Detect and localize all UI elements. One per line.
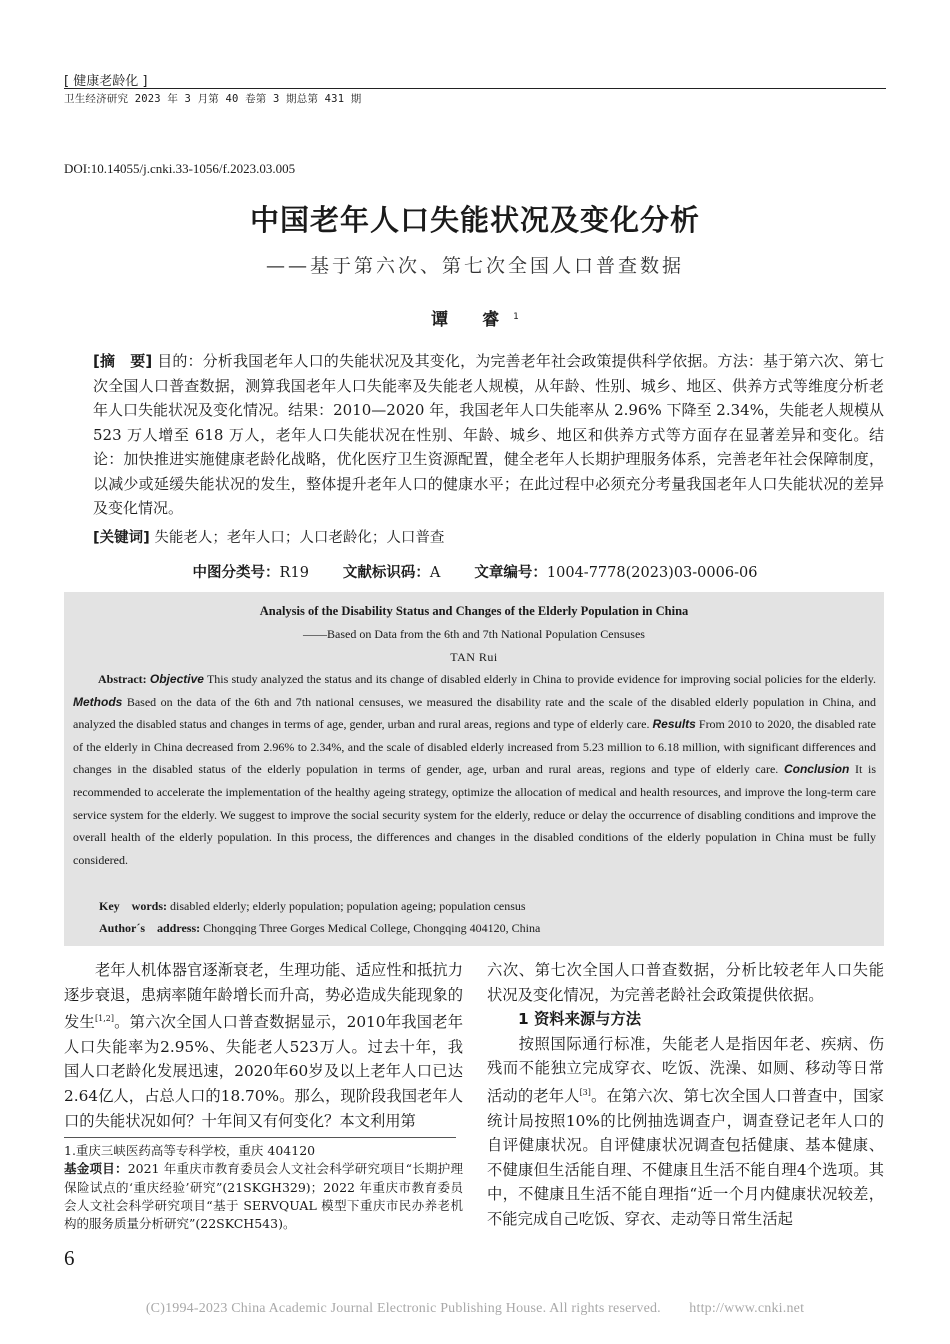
english-keywords xyxy=(99,897,526,914)
english-address-label: Author´s address: xyxy=(99,921,201,935)
english-subtitle: ——Based on Data from the 6th and 7th National Population Censuses xyxy=(303,627,645,641)
body-column-left xyxy=(64,958,463,1133)
citation[interactable]: [1,2] xyxy=(95,1014,114,1024)
abstract-cn-label: [摘 要] xyxy=(93,352,153,370)
footnote-affiliation: 1.重庆三峡医药高等专科学校，重庆 404120 xyxy=(64,1143,316,1158)
page-number: 6 xyxy=(64,1246,75,1270)
footnote-fund: 基金项目：2021 年重庆市教育委员会人文社会科学研究项目“长期护理保险试点的‘重庆经验’研究”(21SKGH329)；2022 年重庆市教育委员会人文社会科学研究项目“基于 SERVQUAL 模型下重庆市民办养老机构的服务质量分析研究”(22SKCH543)。 xyxy=(64,1161,463,1232)
classification-line xyxy=(0,561,950,582)
journal-info: 卫生经济研究 2023 年 3 月第 40 卷第 3 期总第 431 期 xyxy=(64,93,362,105)
methods-text: Based on the data of the 6th and 7th national censuses, we measured the disability rate and the scale of the disabled elderly population in China, and analyzed the disabled status and changes in terms of age, gender, urban and rural areas, regions and type of elderly care. xyxy=(73,694,876,732)
english-keywords-text: disabled elderly; elderly population; population ageing; population census xyxy=(170,899,526,913)
methods-label: Methods xyxy=(73,694,123,709)
english-keywords-label: Key words: xyxy=(99,899,167,913)
keywords-cn-text: 失能老人；老年人口；人口老龄化；人口普查 xyxy=(154,530,445,546)
fund-label: 基金项目： xyxy=(64,1161,128,1177)
paper-title: 中国老年人口失能状况及变化分析 xyxy=(249,203,700,237)
abstract-label: Abstract: xyxy=(98,672,147,686)
conclusion-label: Conclusion xyxy=(783,762,850,777)
english-address xyxy=(99,919,540,936)
body-paragraph: 六次、第七次全国人口普查数据，分析比较老年人口失能状况及变化情况，为完善老龄社会政策提供依据。 xyxy=(487,961,884,1004)
citation[interactable]: [3] xyxy=(579,1087,591,1097)
author-name: 谭 睿 xyxy=(431,310,514,330)
body-paragraph: 老年人机体器官逐渐衰老，生理功能、适应性和抵抗力逐步衰退，患病率随年龄增长而升高，势必造成失能现象的发生 xyxy=(64,961,463,1032)
body-column-right xyxy=(487,958,884,1232)
article-id-value: 1004-7778(2023)03-0006-06 xyxy=(546,565,758,581)
english-title: Analysis of the Disability Status and Changes of the Elderly Population in China xyxy=(259,604,689,618)
clc-label: 中图分类号： xyxy=(192,565,280,581)
abstract-cn-text: 目的：分析我国老年人口的失能状况及其变化，为完善老年社会政策提供科学依据。方法：基于第六次、第七次全国人口普查数据，测算我国老年人口失能率及失能老人规模，从年龄、性别、城乡、地区、供养方式等维度分析老年人口失能状况及变化情况。结果：2010—2020 年，我国老年人口失能率从 2.96% 下降至 2.34%，失能老人规模从 523 万人增至 618 万人，老年人口失能状况在性别、年龄、城乡、地区和供养方式等方面存在显著差异和变化。结论：加快推进实施健康老龄化战略，优化医疗卫生资源配置，健全老年人长期护理服务体系，完善老年社会保障制度，以减少或延缓失能状况的发生，整体提升老年人口的健康水平；在此过程中必须充分考量我国老年人口失能状况的差异及变化情况。 xyxy=(93,352,884,517)
objective-label: Objective xyxy=(149,672,204,686)
header-rule xyxy=(64,88,886,89)
copyright-watermark: (C)1994-2023 China Academic Journal Electronic Publishing House. All rights reserved. http://www.cnki.net xyxy=(145,1301,805,1316)
results-text: From 2010 to 2020, the disabled rate of the elderly in China decreased from 2.96% to 2.34%, and the scale of disabled elderly increased from 5.23 million to 6.18 million, with significant differences and changes in the disabled status of the elderly population in terms of gender, age, urban and rural areas, regions and type of elderly care. xyxy=(73,717,877,777)
body-paragraph: 。第六次全国人口普查数据显示，2010年我国老年人口失能率为2.95%、失能老人523万人。过去十年，我国人口老龄化发展迅速，2020年60岁及以上老年人口已达2.64亿人，占总人口的18.70%。那么，现阶段我国老年人口的失能状况如何？十年间又有何变化？本文利用第 xyxy=(64,1013,463,1130)
abstract-cn xyxy=(93,349,884,521)
english-address-text: Chongqing Three Gorges Medical College, Chongqing 404120, China xyxy=(203,921,541,935)
author-affiliation-mark: 1 xyxy=(513,312,519,322)
footnote xyxy=(64,1142,463,1233)
conclusion-text: It is recommended to accelerate the implementation of the healthy ageing strategy, optimize the allocation of medical and health resources, and improve the long-term care service system for the elderly. We suggest to improve the social security system for the elderly, reduce or delay the occurrence of disabling conditions and improve the overall health of the elderly population. In this process, the differences and changes in the disabled conditions of the elderly population in China must be fully considered. xyxy=(73,762,877,867)
english-author: TAN Rui xyxy=(450,650,498,664)
objective-text: This study analyzed the status and its change of disabled elderly in China to provide evidence for improving social policies for the elderly. xyxy=(206,672,876,686)
body-paragraph: 按照国际通行标准，失能老人是指因年老、疾病、伤残而不能独立完成穿衣、吃饭、洗澡、如厕、移动等日常活动的老年人[3]。在第六次、第七次全国人口普查中，国家统计局按照10%的比例抽选调查户，调查登记老年人口的自评健康状况。自评健康状况调查包括健康、基本健康、不健康但生活能自理、不健康且生活不能自理4个选项。其中，不健康且生活不能自理指“近一个月内健康状况较差，不能完成自己吃饭、穿衣、走动等日常生活起 xyxy=(487,1034,884,1228)
section-tag: [ 健康老龄化 ] xyxy=(64,74,148,89)
section-heading: 1 资料来源与方法 xyxy=(518,1010,642,1029)
doc-code-label: 文献标识码： xyxy=(342,565,430,581)
clc-value: R19 xyxy=(279,565,309,581)
paper-subtitle: ——基于第六次、第七次全国人口普查数据 xyxy=(265,255,684,277)
footnote-rule xyxy=(64,1137,456,1138)
author xyxy=(0,305,950,330)
results-label: Results xyxy=(652,717,696,732)
doi[interactable]: DOI:10.14055/j.cnki.33-1056/f.2023.03.005 xyxy=(64,161,296,176)
keywords-cn-label: [关键词] xyxy=(93,530,150,546)
keywords-cn xyxy=(93,526,444,547)
doc-code-value: A xyxy=(429,565,441,581)
article-id-label: 文章编号： xyxy=(474,565,547,581)
english-abstract xyxy=(73,668,876,871)
